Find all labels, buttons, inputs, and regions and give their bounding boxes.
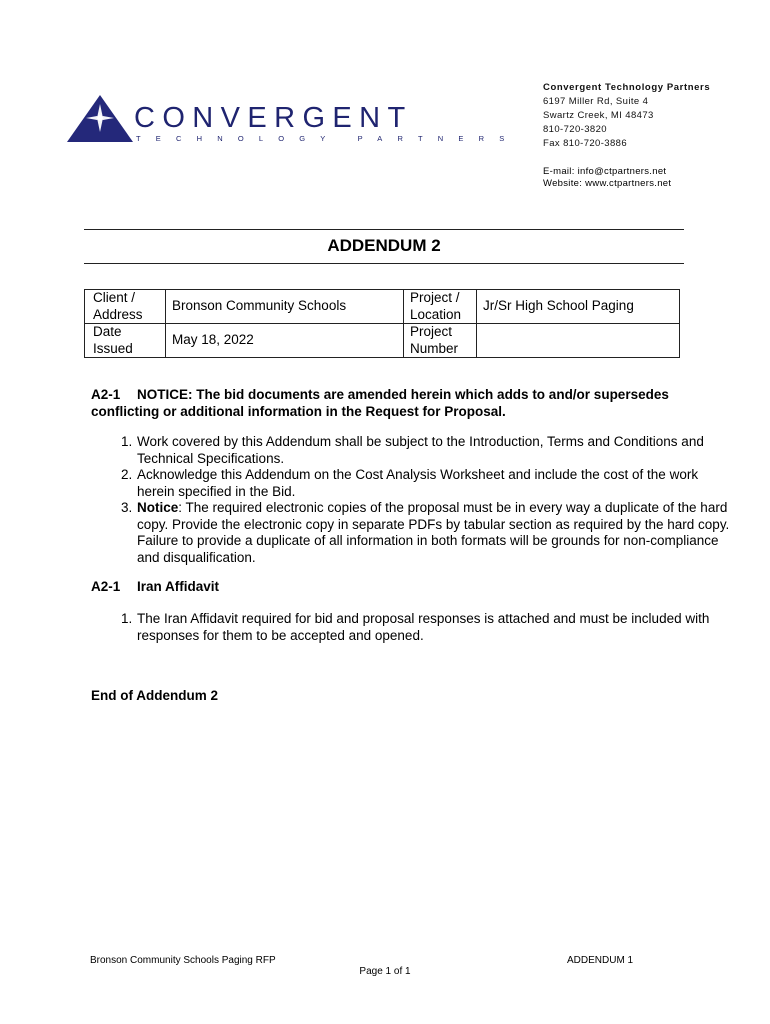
list-item: 1. Work covered by this Addendum shall be subject to the Introduction, Terms and Conditions and Technical Specifications.: [136, 434, 731, 467]
date-value: May 18, 2022: [166, 324, 404, 358]
footer-right: ADDENDUM 1: [567, 955, 634, 966]
title-rule-top: [84, 229, 684, 230]
client-label: Client / Address: [85, 290, 166, 324]
section-1-number: A2-1: [91, 387, 121, 402]
number-label: Project Number: [404, 324, 477, 358]
logo-subtitle: TECHNOLOGY PARTNERS: [136, 134, 520, 143]
website-line: Website: www.ctpartners.net: [543, 178, 672, 189]
convergent-logo-triangle: [66, 94, 134, 144]
section-1-heading: [91, 387, 691, 420]
table-row: [85, 324, 680, 358]
project-value: Jr/Sr High School Paging: [477, 290, 680, 324]
section-2-number: A2-1: [91, 579, 121, 594]
section-2-list: [91, 611, 731, 644]
project-info-table: [84, 289, 680, 358]
online-contact: [543, 166, 671, 190]
date-label: Date Issued: [85, 324, 166, 358]
notice-text: : The required electronic copies of the proposal must be in every way a duplicate of the hard copy. Provide the electronic copy in separate PDFs by tabular section as required by the hard copy. Failure to provide a duplicate of all information in both formats will be grounds for non-compliance and disqualification.: [137, 500, 730, 565]
list-item: [136, 500, 731, 566]
section-2-title: Iran Affidavit: [137, 579, 220, 594]
number-value: [477, 324, 680, 358]
address-line-2: Swartz Creek, MI 48473: [543, 110, 654, 121]
table-row: [85, 290, 680, 324]
phone-number: 810-720-3820: [543, 124, 607, 135]
company-name: Convergent Technology Partners: [543, 82, 711, 93]
list-item: 1. The Iran Affidavit required for bid and proposal responses is attached and must be included with responses for them to be accepted and opened.: [136, 611, 731, 644]
list-item: 2. Acknowledge this Addendum on the Cost Analysis Worksheet and include the cost of the work herein specified in the Bid.: [136, 467, 731, 500]
page-number: Page 1 of 1: [359, 966, 411, 977]
logo-wordmark: CONVERGENT: [134, 102, 413, 134]
end-of-addendum: End of Addendum 2: [91, 688, 218, 703]
email-line: E-mail: info@ctpartners.net: [543, 166, 667, 177]
footer-left: Bronson Community Schools Paging RFP: [90, 955, 276, 966]
notice-label: Notice: [137, 500, 179, 515]
section-1-list: [91, 434, 731, 566]
document-title: ADDENDUM 2: [327, 236, 441, 255]
section-1-title: NOTICE: The bid documents are amended herein which adds to and/or supersedes conflicting or additional information in the Request for Proposal.: [91, 387, 669, 419]
title-rule-bottom: [84, 263, 684, 264]
section-2-heading: [91, 579, 691, 596]
address-line-1: 6197 Miller Rd, Suite 4: [543, 96, 649, 107]
fax-number: Fax 810-720-3886: [543, 138, 628, 149]
client-value: Bronson Community Schools: [166, 290, 404, 324]
company-contact: [543, 81, 710, 151]
project-label: Project / Location: [404, 290, 477, 324]
